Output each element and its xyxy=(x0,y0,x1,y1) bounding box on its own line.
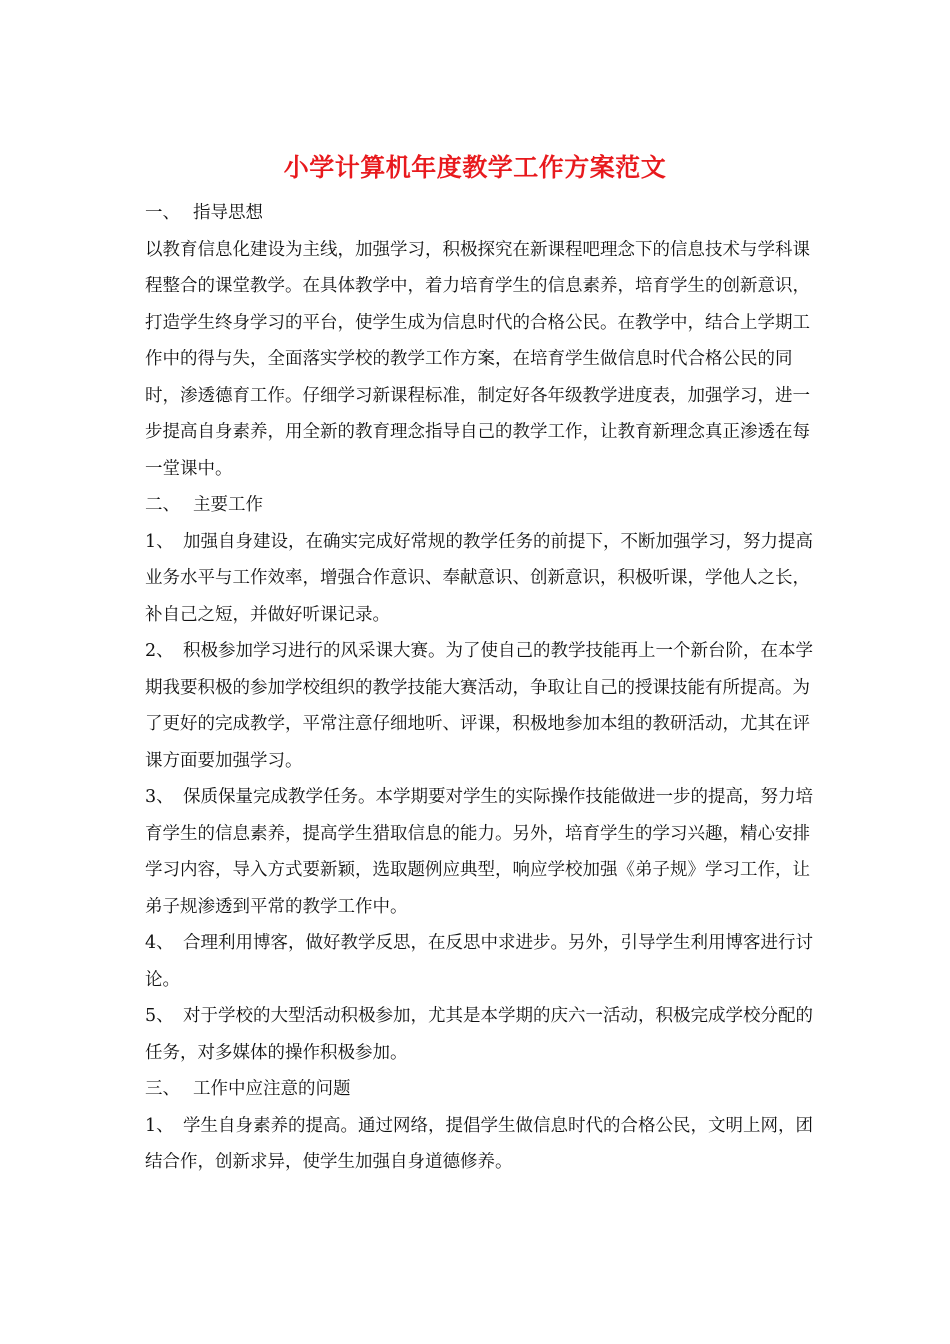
section-paragraph: 以教育信息化建设为主线，加强学习，积极探究在新课程吧理念下的信息技术与学科课程整合的课堂教学。在具体教学中，着力培育学生的信息素养，培育学生的创新意识，打造学生终身学习的平台，使学生成为信息时代的合格公民。在教学中，结合上学期工作中的得与失，全面落实学校的教学工作方案，在培育学生做信息时代合格公民的同时，渗透德育工作。仔细学习新课程标准，制定好各年级教学进度表，加强学习，进一步提高自身素养，用全新的教育理念指导自己的教学工作，让教育新理念真正渗透在每一堂课中。 xyxy=(145,239,810,479)
list-item xyxy=(145,524,815,634)
item-number: 5、 xyxy=(145,1006,174,1026)
section-number: 三、 xyxy=(145,1079,180,1099)
item-text: 积极参加学习进行的风采课大赛。为了使自己的教学技能再上一个新台阶，在本学期我要积极的参加学校组织的教学技能大赛活动，争取让自己的授课技能有所提高。为了更好的完成教学，平常注意仔细地听、评课，积极地参加本组的教研活动，尤其在评课方面要加强学习。 xyxy=(145,641,813,771)
document-title: 小学计算机年度教学工作方案范文 xyxy=(283,153,667,182)
list-item xyxy=(145,1108,815,1181)
document-body xyxy=(145,195,815,1181)
section-heading-text: 主要工作 xyxy=(193,495,263,515)
item-text: 加强自身建设，在确实完成好常规的教学任务的前提下，不断加强学习，努力提高业务水平与工作效率，增强合作意识、奉献意识、创新意识，积极听课，学他人之长，补自己之短，并做好听课记录。 xyxy=(145,531,813,625)
section-heading-text: 工作中应注意的问题 xyxy=(193,1079,351,1099)
item-number: 1、 xyxy=(145,1115,174,1136)
section-heading-1 xyxy=(145,195,815,232)
list-item xyxy=(145,633,815,779)
item-number: 1、 xyxy=(145,531,174,552)
list-item xyxy=(145,998,815,1071)
item-text: 保质保量完成教学任务。本学期要对学生的实际操作技能做进一步的提高，努力培育学生的信息素养，提高学生猎取信息的能力。另外，培育学生的学习兴趣，精心安排学习内容，导入方式要新颖，选取题例应典型，响应学校加强《弟子规》学习工作，让弟子规渗透到平常的教学工作中。 xyxy=(145,787,813,917)
item-number: 4、 xyxy=(145,933,174,953)
item-number: 3、 xyxy=(145,787,174,807)
list-item xyxy=(145,925,815,998)
section-heading-2 xyxy=(145,487,815,524)
item-number: 2、 xyxy=(145,641,174,661)
item-text: 对于学校的大型活动积极参加，尤其是本学期的庆六一活动，积极完成学校分配的任务，对多媒体的操作积极参加。 xyxy=(145,1006,813,1063)
item-text: 学生自身素养的提高。通过网络，提倡学生做信息时代的合格公民，文明上网，团结合作，创新求异，使学生加强自身道德修养。 xyxy=(145,1115,813,1172)
item-text: 合理利用博客，做好教学反思，在反思中求进步。另外，引导学生利用博客进行讨论。 xyxy=(145,933,813,990)
section-number: 二、 xyxy=(145,495,180,515)
section-heading-3 xyxy=(145,1071,815,1108)
section-heading-text: 指导思想 xyxy=(193,203,263,223)
list-item xyxy=(145,779,815,925)
section-number: 一、 xyxy=(145,203,180,223)
